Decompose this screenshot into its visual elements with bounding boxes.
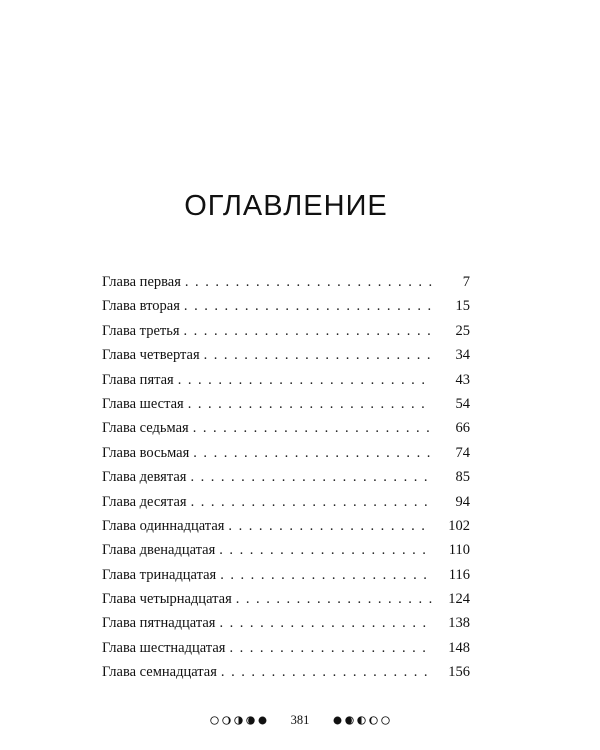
toc-chapter-title: Глава десятая (102, 493, 187, 510)
toc-chapter-title: Глава вторая (102, 298, 180, 315)
new-moon-icon (210, 716, 219, 725)
dot-leader (189, 416, 432, 440)
waning-gibbous-moon-icon (345, 716, 354, 725)
dot-leader (187, 490, 432, 514)
toc-chapter-title: Глава двенадцатая (102, 542, 216, 559)
toc-entry-16[interactable] (102, 636, 470, 660)
dot-leader (200, 343, 432, 367)
toc-chapter-title: Глава пятнадцатая (102, 615, 216, 632)
toc-entry-17[interactable] (102, 660, 470, 684)
toc-entry-14[interactable] (102, 587, 470, 611)
toc-page-number: 54 (455, 395, 470, 412)
dot-leader (184, 392, 432, 416)
toc-page-number: 7 (462, 274, 470, 290)
dot-leader (232, 587, 432, 611)
toc-chapter-title: Глава семнадцатая (102, 664, 217, 681)
toc-entry-6[interactable] (102, 392, 470, 416)
toc-chapter-title: Глава тринадцатая (102, 566, 217, 583)
dot-leader (174, 368, 432, 392)
toc-entry-8[interactable] (102, 441, 470, 465)
dot-leader (189, 441, 432, 465)
toc-entry-12[interactable] (102, 538, 470, 562)
dot-leader (180, 319, 433, 343)
toc-page-number: 94 (455, 493, 470, 510)
page-footer (0, 710, 600, 730)
dot-leader (181, 270, 432, 294)
page-number: 381 (290, 713, 310, 727)
page-title: ОГЛАВЛЕНИЕ (184, 190, 388, 222)
full-moon-icon (333, 716, 342, 725)
moon-phases-ornament-left (209, 716, 269, 725)
toc-entry-5[interactable] (102, 368, 470, 392)
toc-entry-9[interactable] (102, 465, 470, 489)
new-moon-icon (381, 716, 390, 725)
last-quarter-moon-icon (357, 716, 366, 725)
waning-crescent-moon-icon (369, 716, 378, 725)
toc-page-number: 148 (448, 639, 470, 656)
dot-leader (215, 538, 432, 562)
dot-leader (217, 660, 432, 684)
table-of-contents (102, 270, 470, 685)
dot-leader (224, 514, 432, 538)
dot-leader (216, 563, 432, 587)
moon-phases-ornament-right (331, 716, 391, 725)
toc-entry-4[interactable] (102, 343, 470, 367)
waxing-gibbous-moon-icon (246, 716, 255, 725)
toc-page-number: 43 (455, 371, 470, 388)
toc-page-number: 102 (448, 517, 470, 534)
toc-chapter-title: Глава шестнадцатая (102, 639, 226, 656)
toc-chapter-title: Глава первая (102, 274, 181, 290)
toc-chapter-title: Глава шестая (102, 395, 184, 412)
toc-chapter-title: Глава одиннадцатая (102, 517, 225, 534)
toc-entry-11[interactable] (102, 514, 470, 538)
toc-chapter-title: Глава третья (102, 322, 180, 339)
toc-chapter-title: Глава пятая (102, 371, 174, 388)
toc-entry-15[interactable] (102, 611, 470, 635)
toc-page-number: 110 (448, 542, 470, 559)
toc-entry-13[interactable] (102, 563, 470, 587)
toc-chapter-title: Глава четырнадцатая (102, 591, 232, 608)
toc-chapter-title: Глава восьмая (102, 444, 190, 461)
toc-page-number: 85 (455, 469, 470, 486)
dot-leader (215, 611, 432, 635)
toc-chapter-title: Глава четвертая (102, 347, 200, 364)
toc-page-number: 156 (448, 664, 470, 681)
toc-page-number: 15 (455, 298, 470, 315)
toc-page-number: 124 (448, 591, 470, 608)
toc-chapter-title: Глава девятая (102, 469, 187, 486)
toc-entry-2[interactable] (102, 294, 470, 318)
first-quarter-moon-icon (234, 716, 243, 725)
dot-leader (225, 636, 432, 660)
toc-page-number: 34 (455, 347, 470, 364)
toc-page-number: 138 (448, 615, 470, 632)
full-moon-icon (258, 716, 267, 725)
toc-page-number: 116 (448, 566, 470, 583)
dot-leader (186, 465, 432, 489)
toc-chapter-title: Глава седьмая (102, 420, 189, 437)
toc-page-number: 25 (455, 322, 470, 339)
toc-entry-10[interactable] (102, 490, 470, 514)
toc-entry-3[interactable] (102, 319, 470, 343)
toc-entry-7[interactable] (102, 416, 470, 440)
toc-page-number: 74 (455, 444, 470, 461)
toc-entry-1[interactable] (102, 270, 470, 294)
toc-page-number: 66 (455, 420, 470, 437)
dot-leader (180, 294, 432, 318)
waxing-crescent-moon-icon (222, 716, 231, 725)
